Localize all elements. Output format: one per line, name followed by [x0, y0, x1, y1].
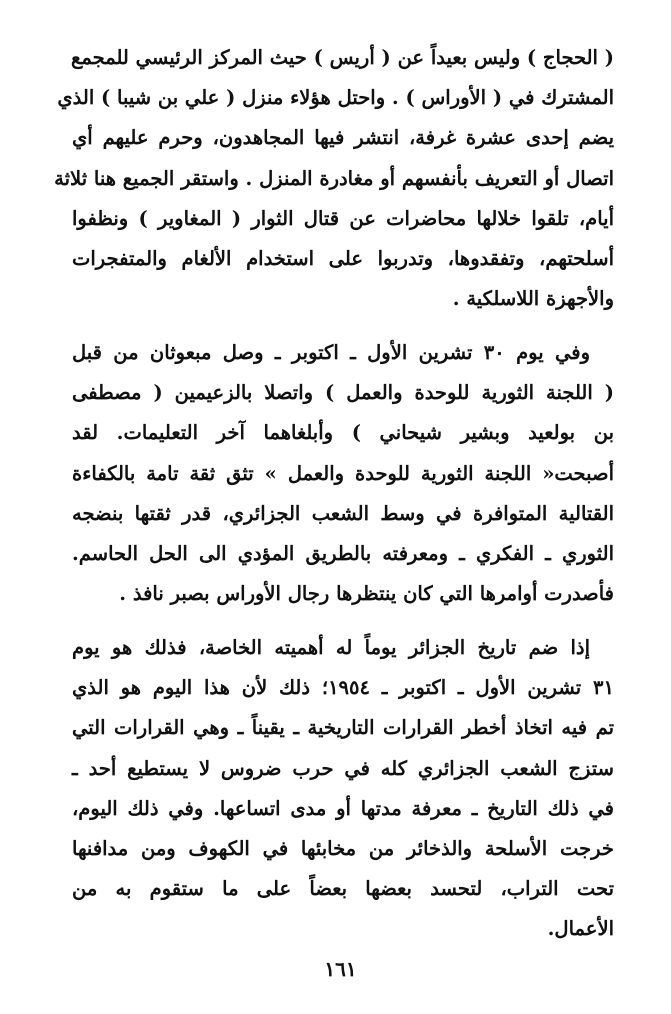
- page-number: [0, 957, 671, 981]
- paragraph-3-line-8: الأعمال.: [547, 917, 614, 941]
- paragraph-2-line-7: فأصدرت أوامرها التي كان ينتظرها رجال الأوراس بصبر نافذ .: [119, 582, 614, 606]
- paragraph-2-line-2: ( اللجنة الثورية للوحدة والعمل ) واتصلا بالزعيمين ( مصطفى: [72, 381, 614, 405]
- paragraph-2-line-3: بن بولعيد وبشير شيحاني ) وأبلغاهما آخر التعليمات. لقد: [72, 421, 614, 445]
- paragraph-1-line-6: أسلحتهم، وتفقدوها، وتدربوا على استخدام الألغام والمتفجرات: [72, 246, 614, 270]
- paragraph-3-line-4: ستزج الشعب الجزائري كله في حرب ضروس لا يستطيع أحد ـ: [72, 756, 614, 780]
- paragraph-3-line-6: خرجت الأسلحة والذخائر من مخابئها في الكهوف ومن مدافنها: [72, 836, 614, 860]
- paragraph-1-line-7: والأجهزة اللاسلكية .: [452, 287, 614, 311]
- paragraph-1-line-1: ( الحجاج ) وليس بعيداً عن ( أريس ) حيث المركز الرئيسي للمجمع: [70, 46, 614, 69]
- paragraph-3-line-1: إذا ضم تاريخ الجزائر يوماً له أهميته الخاصة، فذلك هو يوم: [72, 636, 590, 659]
- paragraph-1-line-5: أيام، تلقوا خلالها محاضرات عن قتال الثوار ( المغاوير ) ونظفوا: [72, 206, 614, 230]
- paragraph-3-line-5: في ذلك التاريخ ـ معرفة مدتها أو مدى اتساعها. وفي ذلك اليوم،: [72, 796, 614, 820]
- page-number-text: ١٦١: [324, 957, 357, 981]
- paragraph-3: [72, 628, 614, 950]
- paragraph-3-line-2: ٣١ تشرين الأول ـ اكتوبر ـ ١٩٥٤؛ ذلك لأن هذا اليوم هو الذي: [72, 676, 614, 700]
- paragraph-1: [54, 38, 614, 319]
- paragraph-1-line-2: المشترك في ( الأوراس ) . واحتل هؤلاء منزل ( علي بن شيبا ) الذي: [57, 86, 614, 110]
- paragraph-2-line-5: القتالية المتوافرة في وسط الشعب الجزائري، قدر ثقتها بنضجه: [72, 501, 614, 525]
- paragraph-2-line-1: وفي يوم ٣٠ تشرين الأول ـ اكتوبر ـ وصل مبعوثان من قبل: [72, 341, 590, 364]
- paragraph-1-line-4: اتصال أو التعريف بأنفسهم أو مغادرة المنزل . واستقر الجميع هنا ثلاثة: [54, 166, 614, 190]
- paragraph-3-line-7: تحت التراب، لتحسد بعضها بعضاً على ما ستقوم به من: [72, 877, 614, 901]
- paragraph-1-line-3: يضم إحدى عشرة غرفة، انتشر فيها المجاهدون، وحرم عليهم أي: [72, 126, 614, 150]
- paragraph-2-line-4: أصبحت« اللجنة الثورية للوحدة والعمل » تثق ثقة تامة بالكفاءة: [72, 461, 614, 485]
- paragraph-2-line-6: الثوري ـ الفكري ـ ومعرفته بالطريق المؤدي الى الحل الحاسم.: [72, 541, 614, 565]
- paragraph-3-line-3: تم فيه اتخاذ أخطر القرارات التاريخية ـ يقيناً ـ وهي القرارات التي: [72, 716, 614, 740]
- paragraph-2: [72, 333, 614, 614]
